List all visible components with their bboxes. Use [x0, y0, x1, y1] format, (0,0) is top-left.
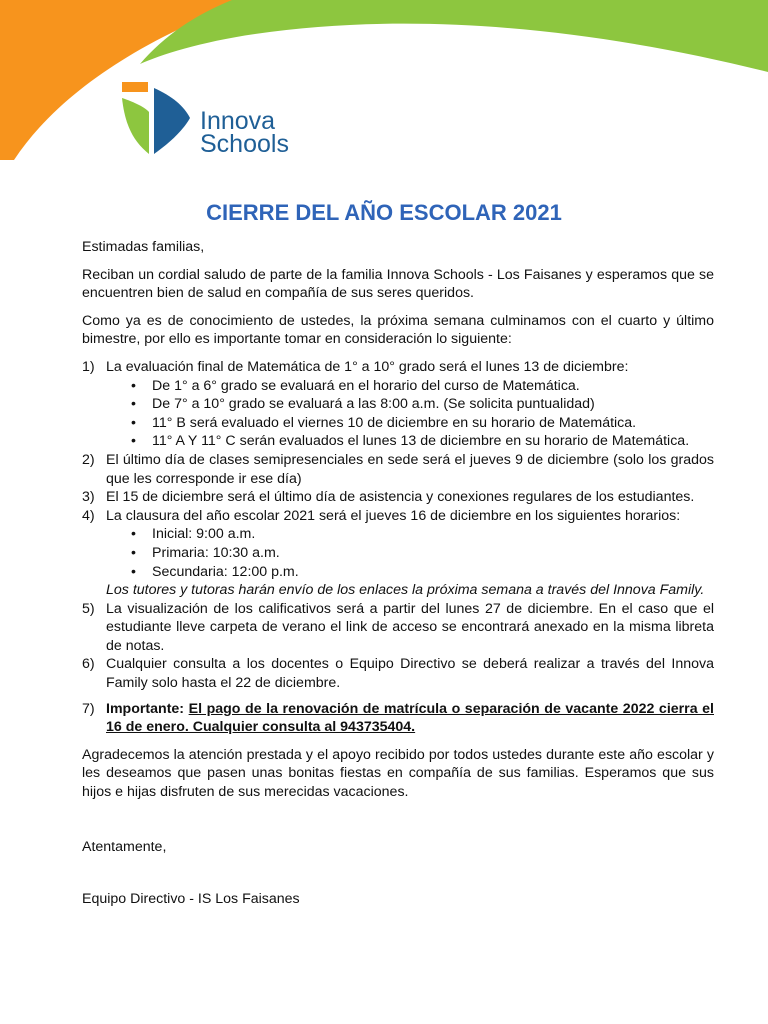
item-text: Cualquier consulta a los docentes o Equipo Directivo se deberá realizar a través del Innova Family solo hasta el 22 de diciembre.	[106, 656, 714, 692]
logo-wordmark	[200, 107, 289, 158]
greeting: Estimadas familias,	[82, 239, 205, 255]
item-number: 3)	[82, 489, 95, 506]
item-text: El último día de clases semipresenciales en sede será el jueves 9 de diciembre (solo los grados que les corresponde ir ese día)	[106, 451, 714, 487]
item-text: La visualización de los calificativos será a partir del lunes 27 de diciembre. En el caso que el estudiante lleve carpeta de verano el link de acceso se encontrará anexado en la misma libreta de notas.	[106, 600, 714, 654]
sub-item: • 11° A Y 11° C serán evaluados el lunes 13 de diciembre en su horario de Matemática.	[106, 432, 714, 451]
item-number: 2)	[82, 451, 95, 468]
list-item	[82, 507, 714, 600]
list-item	[82, 600, 714, 656]
list-item	[82, 488, 714, 507]
sub-item: • 11° B será evaluado el viernes 10 de diciembre en su horario de Matemática.	[106, 414, 714, 433]
item-text: La evaluación final de Matemática de 1° a 10° grado será el lunes 13 de diciembre:	[106, 358, 629, 375]
important-label: Importante:	[106, 700, 185, 717]
logo-line-2: Schools	[200, 130, 289, 158]
item-number: 4)	[82, 507, 95, 524]
item-number: 6)	[82, 656, 95, 673]
item-number: 5)	[82, 600, 95, 617]
signature: Equipo Directivo - IS Los Faisanes	[82, 891, 300, 908]
list-item	[82, 655, 714, 692]
item-number: 7)	[82, 700, 95, 717]
item-number: 1)	[82, 358, 95, 375]
closing-paragraph: Agradecemos la atención prestada y el apoyo recibido por todos ustedes durante este año escolar y les deseamos que pasen unas bonitas fiestas en compañía de sus familias. Esperamos que sus hijos e hijas disfruten de sus merecidas vacaciones.	[82, 746, 714, 801]
important-item	[82, 700, 714, 737]
important-text: El pago de la renovación de matrícula o separación de vacante 2022 cierra el 16 de enero. Cualquier consulta al 943735404.	[106, 700, 714, 736]
item-text: La clausura del año escolar 2021 será el jueves 16 de diciembre en los siguientes horarios:	[106, 507, 681, 524]
item-text: El 15 de diciembre será el último día de asistencia y conexiones regulares de los estudiantes.	[106, 489, 695, 506]
sub-item: • Inicial: 9:00 a.m.	[106, 525, 714, 544]
letter-body	[82, 238, 714, 918]
header-decoration	[0, 0, 768, 160]
sub-item: • De 7° a 10° grado se evaluará a las 8:00 a.m. (Se solicita puntualidad)	[106, 395, 714, 414]
innova-schools-logo	[118, 78, 318, 160]
intro-paragraph-2: Como ya es de conocimiento de ustedes, la próxima semana culminamos con el cuarto y último bimestre, por ello es importante tomar en consideración lo siguiente:	[82, 312, 714, 348]
logo-mark-icon	[118, 78, 194, 160]
sub-item: • De 1° a 6° grado se evaluará en el horario del curso de Matemática.	[106, 377, 714, 396]
tutors-note: Los tutores y tutoras harán envío de los enlaces la próxima semana a través del Innova Family.	[106, 582, 705, 599]
intro-paragraph-1: Reciban un cordial saludo de parte de la familia Innova Schools - Los Faisanes y esperamos que se encuentren bien de salud en compañía de sus seres queridos.	[82, 266, 714, 302]
sub-list	[106, 525, 714, 581]
list-item	[82, 451, 714, 488]
sub-list	[106, 377, 714, 451]
sub-item: • Secundaria: 12:00 p.m.	[106, 563, 714, 582]
logo-line-1: Innova	[200, 107, 276, 135]
points-list	[82, 358, 714, 737]
signoff: Atentamente,	[82, 838, 167, 855]
list-item	[82, 358, 714, 451]
page-title: CIERRE DEL AÑO ESCOLAR 2021	[206, 200, 562, 225]
sub-item: • Primaria: 10:30 a.m.	[106, 544, 714, 563]
